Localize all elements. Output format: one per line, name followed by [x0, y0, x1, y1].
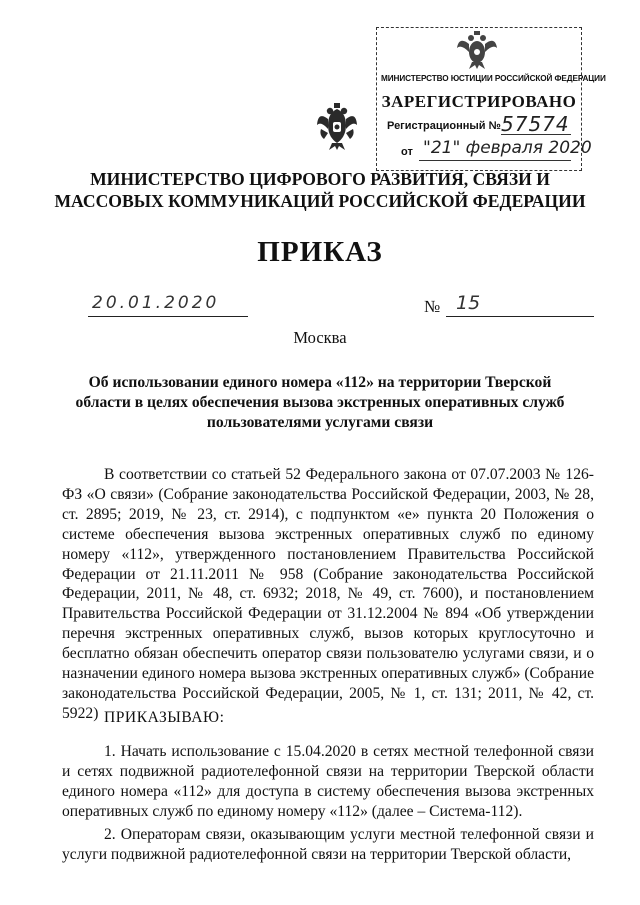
order-word: ПРИКАЗЫВАЮ:	[104, 709, 225, 726]
order-number-line	[446, 316, 594, 317]
stamp-reg-date: "21" февраля 2020	[423, 138, 592, 158]
stamp-reg-label: Регистрационный №	[387, 120, 501, 132]
preamble-text: В соответствии со статьей 52 Федерального закона от 07.07.2003 № 126-ФЗ «О связи» (Собрание законодательства Российской Федерации, 2003, № 28, ст. 2895; 2019, № 23, ст. 2914), с подпунктом «е» пункта 20 Положения о системе обеспечения вызова экстренных оперативных служб по единому номеру «112», утвержденного постановлением Правительства Российской Федерации от 21.11.2011 № 958 (Собрание законодательства Российской Федерации, 2011, № 48, ст. 6932; 2018, № 49, ст. 7600), и постановлением Правительства Российской Федерации от 31.12.2004 № 894 «Об утверждении перечня экстренных оперативных служб, вызов которых круглосуточно и бесплатно обязан обеспечить оператор связи пользователю услугами связи, и о назначении единого номера вызова экстренных оперативных служб» (Собрание законодательства Российской Федерации, 2005, № 1, ст. 131; 2011, № 42, ст. 5922)	[62, 466, 594, 722]
document-type-title: ПРИКАЗ	[257, 236, 383, 268]
ministry-name: МИНИСТЕРСТВО ЦИФРОВОГО РАЗВИТИЯ, СВЯЗИ И МАССОВЫХ КОММУНИКАЦИЙ РОССИЙСКОЙ ФЕДЕРАЦИИ	[54, 169, 586, 211]
stamp-date-line	[419, 160, 571, 161]
registration-stamp	[376, 27, 606, 171]
eagle-emblem-icon	[316, 103, 358, 151]
stamp-eagle-icon	[455, 30, 499, 70]
item-2-paragraph	[62, 825, 594, 865]
order-subject: Об использовании единого номера «112» на территории Тверской области в целях обеспечения вызова экстренных оперативных служб пользователями услугами связи	[75, 374, 565, 431]
item-2-text: 2. Операторам связи, оказывающим услуги местной телефонной связи и услуги подвижной радиотелефонной связи на территории Тверской области,	[62, 826, 594, 863]
stamp-from-label: от	[401, 146, 413, 158]
number-sign: №	[424, 297, 441, 316]
stamp-ministry-line: МИНИСТЕРСТВО ЮСТИЦИИ РОССИЙСКОЙ ФЕДЕРАЦИИ	[381, 74, 606, 83]
stamp-reg-number: 57574	[501, 112, 570, 136]
order-number: 15	[456, 292, 481, 314]
order-date-line	[88, 316, 248, 317]
preamble-paragraph	[62, 465, 594, 724]
item-1-text: 1. Начать использование с 15.04.2020 в сетях местной телефонной связи и сетях подвижной радиотелефонной связи на территории Тверской области единого номера «112» для доступа в систему обеспечения вызова экстренных оперативных служб по единому номеру «112» (далее – Система-112).	[62, 743, 594, 820]
item-1-paragraph	[62, 742, 594, 822]
stamp-number-line	[501, 134, 571, 135]
order-date: 20.01.2020	[92, 293, 220, 313]
stamp-registered: ЗАРЕГИСТРИРОВАНО	[381, 92, 577, 111]
city: Москва	[293, 328, 347, 347]
